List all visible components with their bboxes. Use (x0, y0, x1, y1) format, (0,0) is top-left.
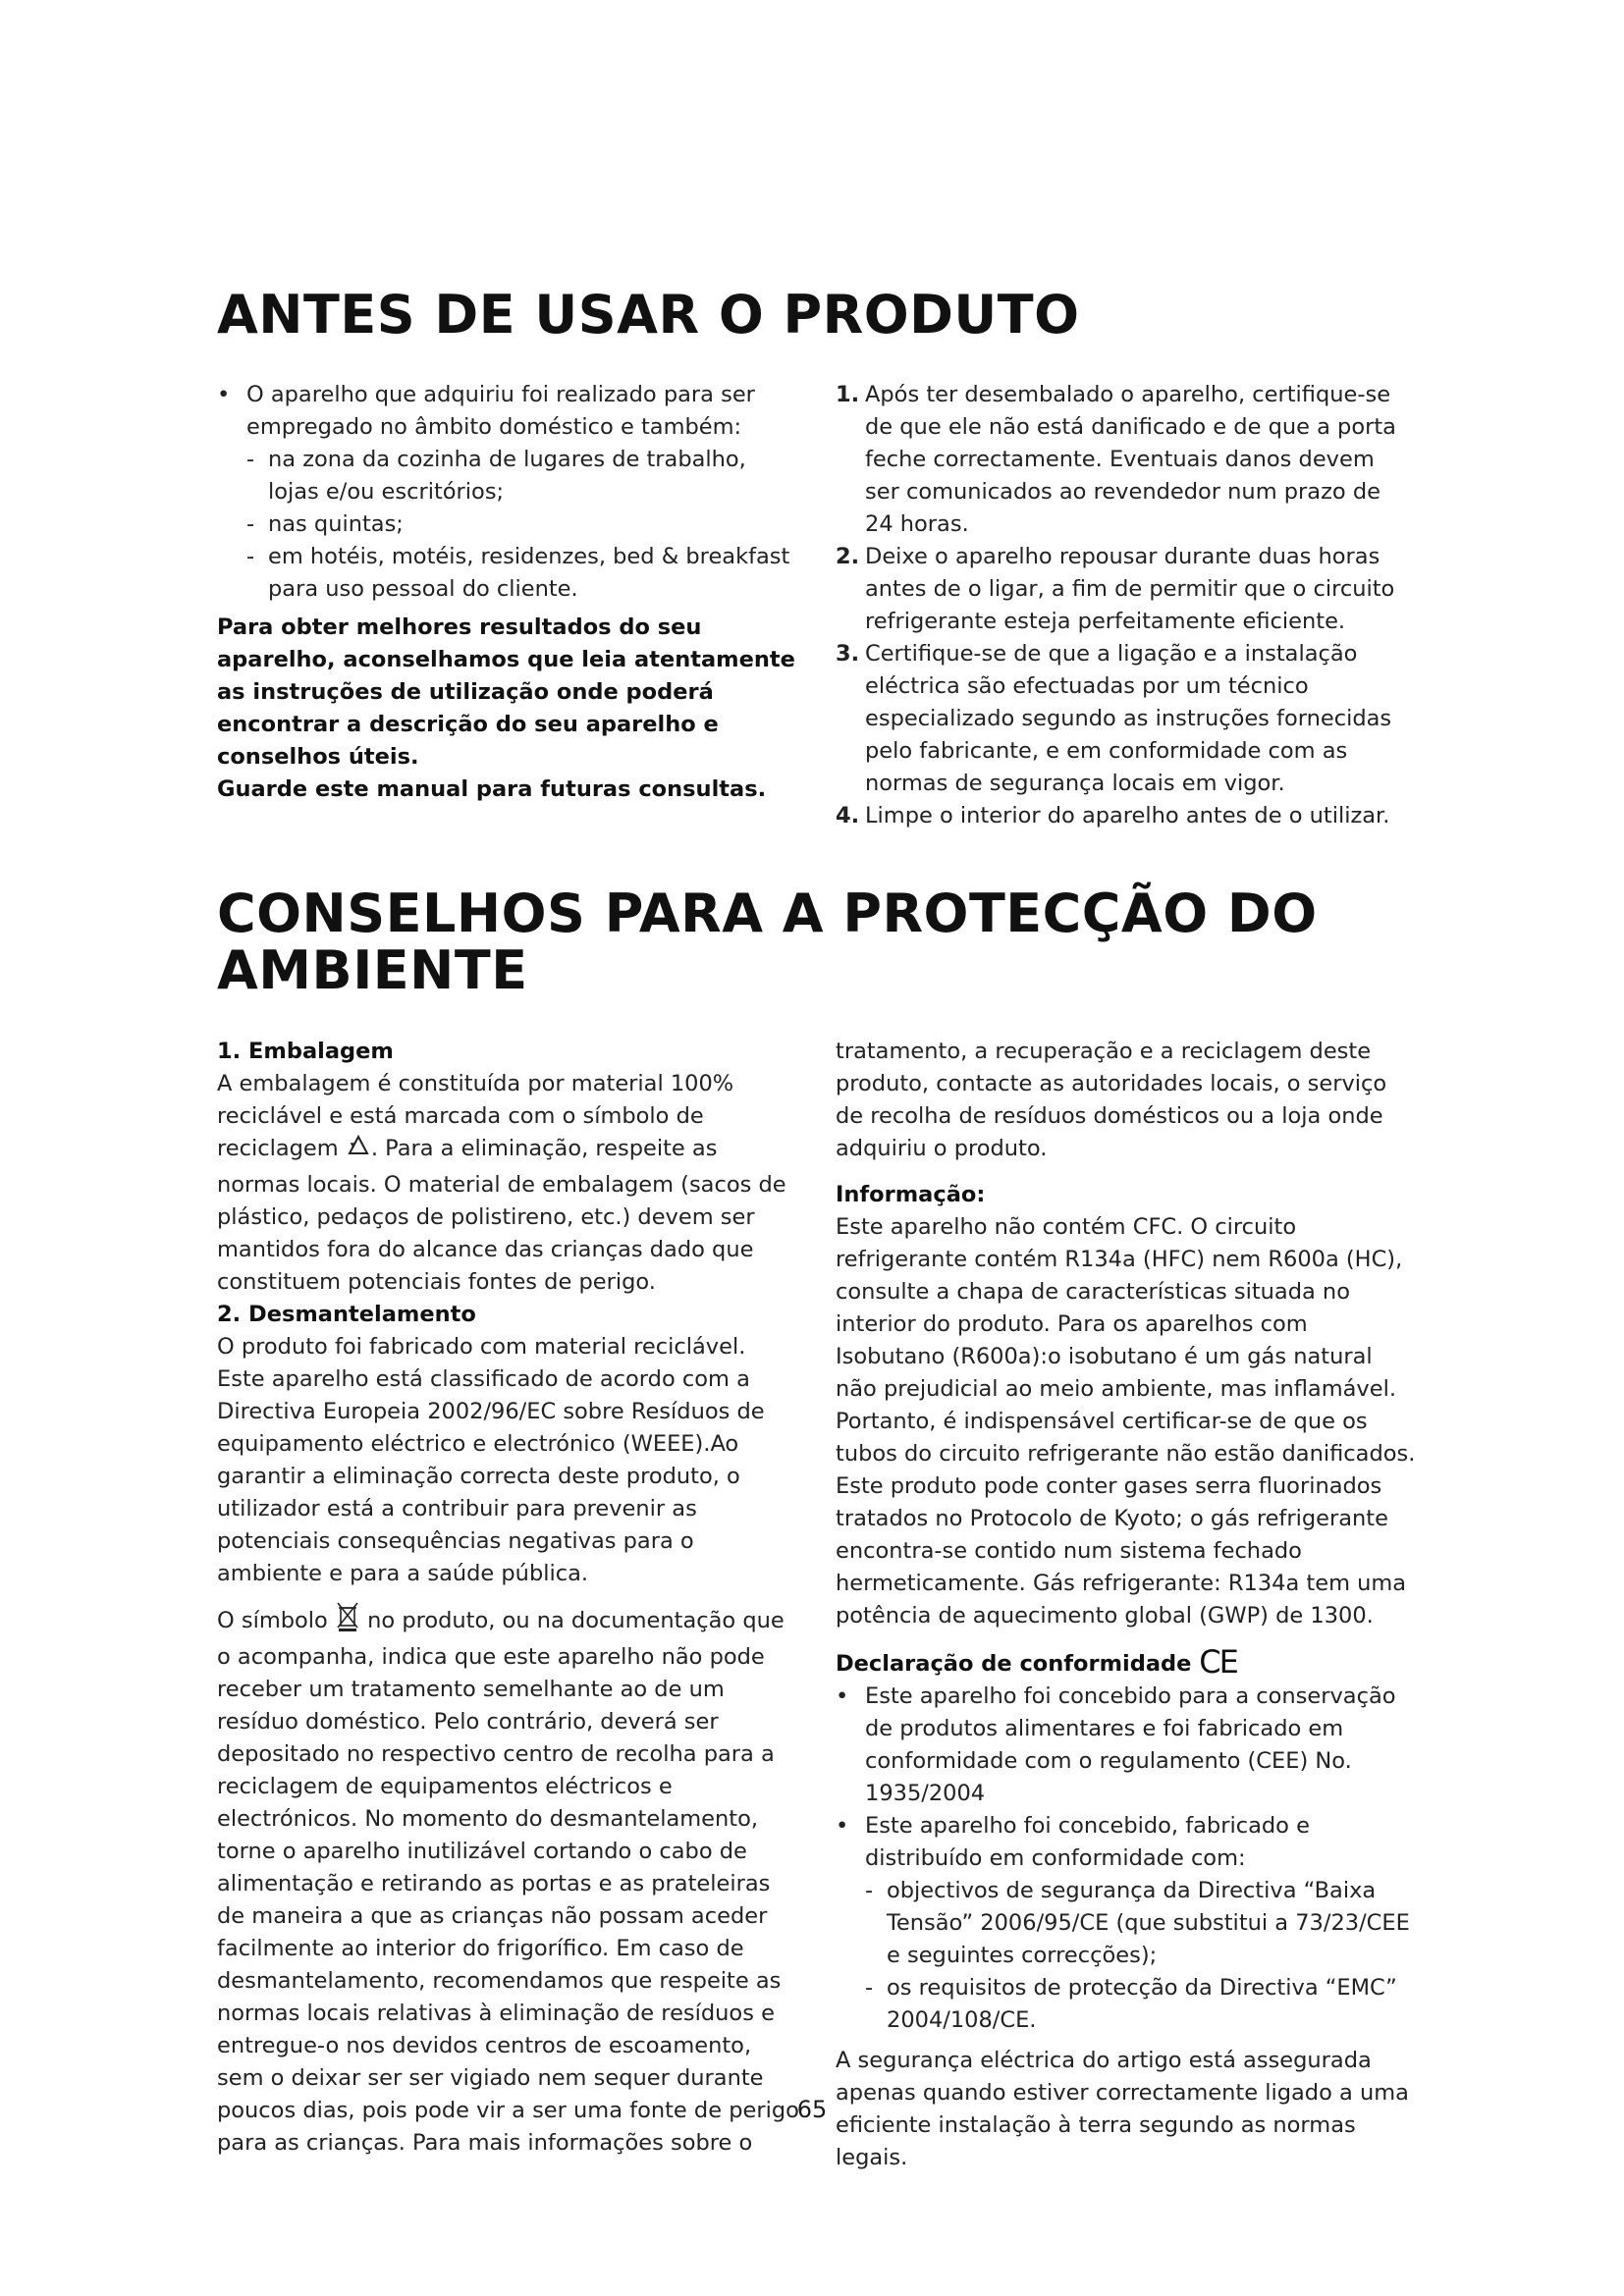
sub-item: - na zona da cozinha de lugares de trabalho, lojas e/ou escritórios; (246, 447, 746, 505)
numbered-item: 4. Limpe o interior do aparelho antes de o utilizar. (836, 803, 1390, 828)
section1-right-column (836, 379, 1415, 832)
continuation-text: tratamento, a recuperação e a reciclagem deste produto, contacte as autoridades locais, o serviço de recolha de resíduos domésticos ou a loja onde adquiriu o produto. (836, 1039, 1387, 1161)
ce-mark: CE (1199, 1643, 1237, 1681)
sub-item: - os requisitos de protecção da Directiva “EMC” 2004/108/CE. (865, 1975, 1397, 2033)
embalagem-text: A embalagem é constituída por material 100% reciclável e está marcada com o símbolo de reciclagem . Para a eliminação, respeite as normas locais. O material de embalagem (sacos de plástico, pedaços de polistireno, etc.) devem ser mantidos fora do alcance das crianças dado que constituem potenciais fontes de perigo. (217, 1071, 786, 1295)
sub-item: - nas quintas; (246, 511, 404, 537)
safety-text: A segurança eléctrica do artigo está assegurada apenas quando estiver correctamente ligado a uma eficiente instalação à terra segundo as normas legais. (836, 2048, 1409, 2170)
bullet-item: • Este aparelho foi concebido para a conservação de produtos alimentares e foi fabricado em conformidade com o regulamento (CEE) No. 1935/2004 (836, 1683, 1396, 1806)
informacao-text: Este aparelho não contém CFC. O circuito refrigerante contém R134a (HFC) nem R600a (HC), consulte a chapa de características situada no interior do produto. Para os aparelhos com Isobutano (R600a):o isobutano é um gás natural não prejudicial ao meio ambiente, mas inflamável. Portanto, é indispensável certificar-se de que os tubos do circuito refrigerante não estão danificados. Este produto pode conter gases serra fluorinados tratados no Protocolo de Kyoto; o gás refrigerante encontra-se contido num sistema fechado hermeticamente. Gás refrigerante: R134a tem uma potência de aquecimento global (GWP) de 1300. (836, 1214, 1416, 1629)
keep-manual-text: Guarde este manual para futuras consultas. (217, 776, 767, 802)
crossed-bin-icon (335, 1600, 360, 1641)
heading-informacao: Informação: (836, 1182, 986, 1207)
sub-item: - objectivos de segurança da Directiva “Baixa Tensão” 2006/95/CE (que substitui a 73/23/CEE e seguintes correcções); (865, 1878, 1410, 1968)
simbolo-text: O símbolo no produto, ou na documentação que o acompanha, indica que este aparelho não pode receber um tratamento semelhante ao de um resíduo doméstico. Pelo contrário, deverá ser depositado no respectivo centro de recolha para a reciclagem de equipamentos eléctricos e electrónicos. No momento do desmantelamento, torne o aparelho inutilizável cortando o cabo de alimentação e retirando as portas e as prateleiras de maneira a que as crianças não possam aceder facilmente ao interior do frigorífico. Em caso de desmantelamento, recomendamos que respeite as normas locais relativas à eliminação de resíduos e entregue-o nos devidos centros de escoamento, sem o deixar ser ser vigiado nem sequer durante poucos dias, pois pode vir a ser uma fonte de perigo para as crianças. Para mais informações sobre o (217, 1600, 800, 2160)
numbered-item: 2. Deixe o aparelho repousar durante duas horas antes de o ligar, a fim de permitir que o circuito refrigerante esteja perfeitamente eficiente. (836, 544, 1395, 634)
heading-declaracao: Declaração de conformidade CE (836, 1643, 1237, 1681)
bullet-dot: • (217, 382, 231, 407)
page-number: 65 (796, 2096, 828, 2123)
numbered-item: 3. Certifique-se de que a ligação e a instalação eléctrica são efectuadas por um técnico especializado segundo as instruções fornecidas pelo fabricante, e em conformidade com as normas de segurança locais em vigor. (836, 641, 1392, 796)
section2-left-column (217, 1036, 800, 2160)
section-title-antes-de-usar: ANTES DE USAR O PRODUTO (217, 284, 1080, 346)
heading-embalagem: 1. Embalagem (217, 1039, 394, 1064)
desmantelamento-text: O produto foi fabricado com material reciclável. Este aparelho está classificado de acordo com a Directiva Europeia 2002/96/EC sobre Resíduos de equipamento eléctrico e electrónico (WEEE).Ao garantir a eliminação correcta deste produto, o utilizador está a contribuir para prevenir as potenciais consequências negativas para o ambiente e para a saúde pública. (217, 1334, 765, 1586)
section-title-conselhos: CONSELHOS PARA A PROTECÇÃO DO AMBIENTE (217, 882, 1318, 1001)
section2-right-column (836, 1036, 1417, 2174)
bullet-intro: • O aparelho que adquiriu foi realizado para ser empregado no âmbito doméstico e também: (217, 379, 798, 444)
section1-left-column (217, 379, 798, 806)
numbered-item: 1. Após ter desembalado o aparelho, certifique-se de que ele não está danificado e de que a porta feche correctamente. Eventuais danos devem ser comunicados ao revendedor num prazo de 24 horas. (836, 382, 1396, 537)
sub-item: - em hotéis, motéis, residenzes, bed & breakfast para uso pessoal do cliente. (246, 544, 790, 602)
advice-text: Para obter melhores resultados do seu aparelho, aconselhamos que leia atentamente as instruções de utilização onde poderá encontrar a descrição do seu aparelho e conselhos úteis. (217, 614, 795, 770)
heading-desmantelamento: 2. Desmantelamento (217, 1302, 476, 1327)
bullet-item: • Este aparelho foi concebido, fabricado e distribuído em conformidade com: (836, 1813, 1310, 1871)
recycling-icon (346, 1134, 371, 1169)
